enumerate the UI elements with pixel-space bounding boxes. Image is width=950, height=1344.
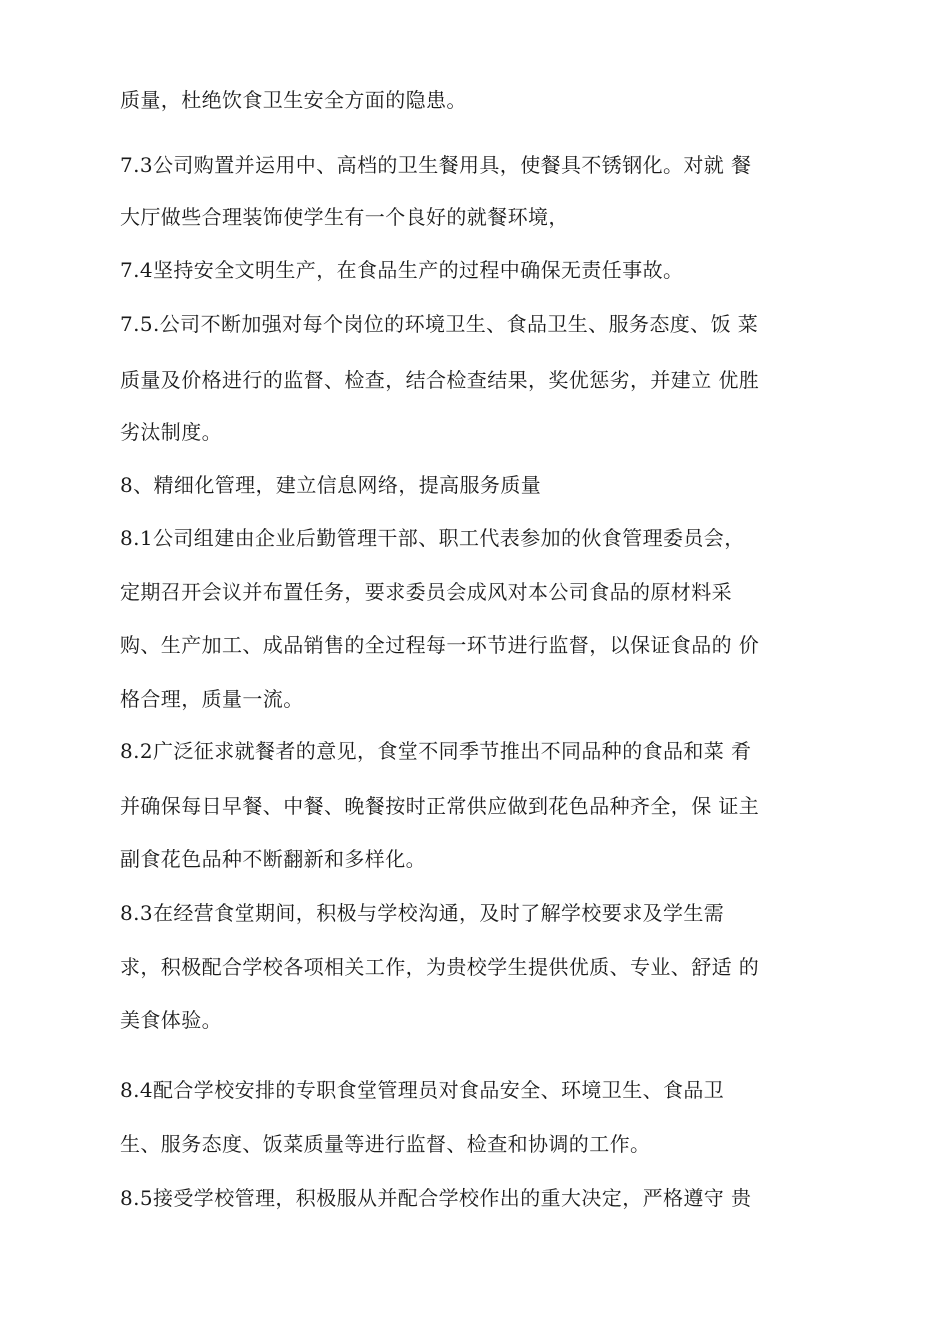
section-heading: 8、精细化管理，建立信息网络，提高服务质量 xyxy=(120,473,542,497)
text-line: 质量及价格进行的监督、检查，结合检查结果，奖优惩劣，并建立 优胜 xyxy=(120,368,760,392)
text-line: 美食体验。 xyxy=(120,1008,222,1032)
text-line: 8.2广泛征求就餐者的意见，食堂不同季节推出不同品种的食品和菜 肴 xyxy=(120,739,752,763)
text-line: 8.5接受学校管理，积极服从并配合学校作出的重大决定，严格遵守 贵 xyxy=(120,1186,752,1210)
text-line: 定期召开会议并布置任务，要求委员会成风对本公司食品的原材料采 xyxy=(120,580,732,604)
text-line: 劣汰制度。 xyxy=(120,420,222,444)
text-line: 质量，杜绝饮食卫生安全方面的隐患。 xyxy=(120,88,467,112)
text-line: 求，积极配合学校各项相关工作，为贵校学生提供优质、专业、舒适 的 xyxy=(120,955,760,979)
text-line: 7.5.公司不断加强对每个岗位的环境卫生、食品卫生、服务态度、饭 菜 xyxy=(120,312,759,336)
text-line: 并确保每日早餐、中餐、晚餐按时正常供应做到花色品种齐全，保 证主 xyxy=(120,794,760,818)
text-line: 7.4坚持安全文明生产，在食品生产的过程中确保无责任事故。 xyxy=(120,258,684,282)
text-line: 8.4配合学校安排的专职食堂管理员对食品安全、环境卫生、食品卫 xyxy=(120,1078,725,1102)
text-line: 大厅做些合理装饰使学生有一个良好的就餐环境， xyxy=(120,205,569,229)
text-line: 8.1公司组建由企业后勤管理干部、职工代表参加的伙食管理委员会， xyxy=(120,526,745,550)
text-line: 生、服务态度、饭菜质量等进行监督、检查和协调的工作。 xyxy=(120,1132,651,1156)
text-line: 7.3公司购置并运用中、高档的卫生餐用具，使餐具不锈钢化。对就 餐 xyxy=(120,153,752,177)
text-line: 副食花色品种不断翻新和多样化。 xyxy=(120,847,426,871)
text-line: 格合理，质量一流。 xyxy=(120,687,304,711)
text-line: 8.3在经营食堂期间，积极与学校沟通，及时了解学校要求及学生需 xyxy=(120,901,725,925)
text-line: 购、生产加工、成品销售的全过程每一环节进行监督，以保证食品的 价 xyxy=(120,633,760,657)
